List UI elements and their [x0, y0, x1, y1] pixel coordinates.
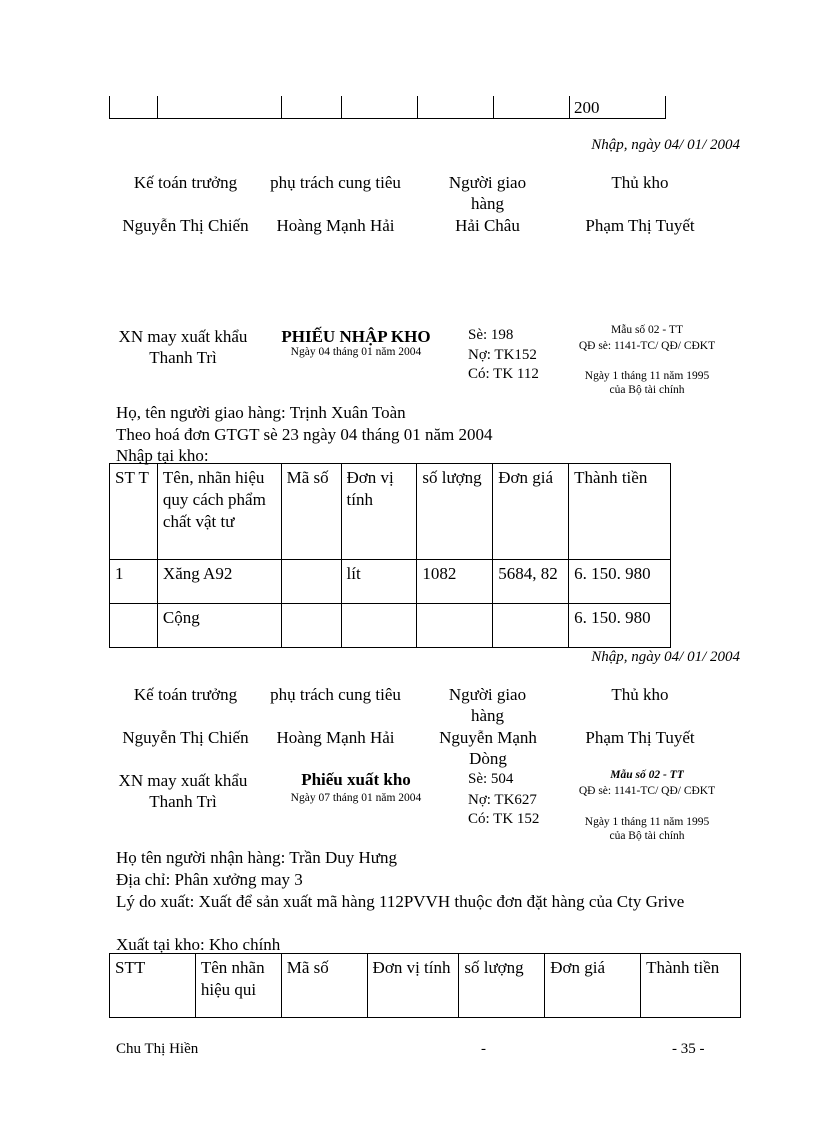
header-name: Tên, nhãn hiệu quy cách phẩm chất vật tư — [157, 464, 281, 560]
header-amount: Thành tiền — [569, 464, 671, 560]
cell-quantity: 1082 — [417, 560, 493, 604]
header-unit: Đơn vị tính — [341, 464, 417, 560]
header-price: Đơn giá — [545, 954, 641, 1018]
footer-author: Chu Thị Hiền — [116, 1041, 199, 1057]
receipt-company: XN may xuất khẩu Thanh Trì — [118, 327, 248, 367]
date-line-2: Nhập, ngày 04/ 01/ 2004 — [591, 649, 740, 665]
cell-name: Xăng A92 — [157, 560, 281, 604]
issue-reason: Lý do xuất: Xuất để sản xuất mã hàng 112PVVH thuộc đơn đặt hàng của Cty Grive — [116, 892, 685, 911]
sig1-role-deliverer: Người giao hàng — [448, 173, 527, 213]
cell-amount: 6. 150. 980 — [569, 604, 671, 648]
receipt-form-decision: QĐ sè: 1141-TC/ QĐ/ CĐKT — [578, 340, 716, 352]
issue-number: Sè: 504 — [468, 771, 514, 787]
sig2-role-deliverer: Người giao hàng — [448, 685, 527, 725]
date-line-1: Nhập, ngày 04/ 01/ 2004 — [591, 137, 740, 153]
issue-receiver: Họ tên người nhận hàng: Trần Duy Hưng — [116, 848, 397, 867]
issue-form-code: Mẫu số 02 - TT — [610, 769, 684, 781]
receipt-number: Sè: 198 — [468, 327, 514, 343]
top-fragment-value: 200 — [574, 98, 600, 117]
issue-title: Phiếu xuất kho — [301, 770, 411, 789]
issue-warehouse: Xuất tại kho: Kho chính — [116, 935, 281, 954]
sig1-role-supply: phụ trách cung tiêu — [270, 173, 401, 192]
sig2-role-storekeeper: Thủ kho — [611, 685, 669, 704]
cell-stt: 1 — [110, 560, 158, 604]
header-amount: Thành tiền — [641, 954, 741, 1018]
issue-table-header — [110, 954, 741, 1018]
header-name: Tên nhãn hiệu qui — [195, 954, 281, 1018]
footer-page-number: - 35 - — [672, 1041, 705, 1057]
receipt-table-header — [110, 464, 671, 560]
receipt-table — [109, 463, 671, 648]
footer-separator: - — [481, 1041, 486, 1057]
header-code: Mã số — [281, 954, 367, 1018]
issue-credit: Có: TK 152 — [468, 811, 540, 827]
issue-form-decision: QĐ sè: 1141-TC/ QĐ/ CĐKT — [578, 785, 716, 797]
sig1-name-supply: Hoàng Mạnh Hải — [276, 216, 395, 235]
header-stt: ST T — [110, 464, 158, 560]
table-row — [110, 560, 671, 604]
receipt-deliverer: Họ, tên người giao hàng: Trịnh Xuân Toàn — [116, 403, 406, 422]
issue-table — [109, 953, 741, 1018]
header-code: Mã số — [281, 464, 341, 560]
sig2-name-storekeeper: Phạm Thị Tuyết — [585, 728, 695, 747]
issue-company: XN may xuất khẩu Thanh Trì — [118, 771, 248, 811]
sig2-name-deliverer: Nguyễn Mạnh Dòng — [439, 728, 537, 768]
cell-stt — [110, 604, 158, 648]
receipt-form-code: Mẫu số 02 - TT — [611, 324, 683, 336]
receipt-date: Ngày 04 tháng 01 năm 2004 — [290, 346, 422, 358]
sig2-name-accountant: Nguyễn Thị Chiến — [122, 728, 249, 747]
receipt-debit: Nợ: TK152 — [468, 347, 537, 363]
receipt-form-date: Ngày 1 tháng 11 năm 1995 của Bộ tài chính — [584, 370, 710, 396]
cell-price: 5684, 82 — [493, 560, 569, 604]
table-row-total — [110, 604, 671, 648]
receipt-warehouse: Nhập tại kho: — [116, 446, 209, 465]
receipt-title: PHIẾU NHẬP KHO — [281, 327, 431, 346]
header-quantity: số lượng — [459, 954, 545, 1018]
header-quantity: số lượng — [417, 464, 493, 560]
sig2-role-accountant: Kế toán trưởng — [133, 685, 238, 704]
cell-name: Cộng — [157, 604, 281, 648]
cell-unit — [341, 604, 417, 648]
header-unit: Đơn vị tính — [367, 954, 459, 1018]
receipt-credit: Có: TK 112 — [468, 366, 539, 382]
cell-code — [281, 604, 341, 648]
issue-form-date: Ngày 1 tháng 11 năm 1995 của Bộ tài chính — [584, 816, 710, 842]
sig2-role-supply: phụ trách cung tiêu — [270, 685, 401, 704]
issue-date: Ngày 07 tháng 01 năm 2004 — [290, 792, 422, 804]
cell-amount: 6. 150. 980 — [569, 560, 671, 604]
sig2-name-supply: Hoàng Mạnh Hải — [276, 728, 395, 747]
header-stt: STT — [110, 954, 196, 1018]
sig1-name-deliverer: Hải Châu — [455, 216, 520, 235]
receipt-invoice: Theo hoá đơn GTGT sè 23 ngày 04 tháng 01 năm 2004 — [116, 425, 493, 444]
issue-debit: Nợ: TK627 — [468, 792, 537, 808]
header-price: Đơn giá — [493, 464, 569, 560]
cell-price — [493, 604, 569, 648]
sig1-name-storekeeper: Phạm Thị Tuyết — [585, 216, 695, 235]
issue-address: Địa chỉ: Phân xưởng may 3 — [116, 870, 303, 889]
sig1-role-storekeeper: Thủ kho — [611, 173, 669, 192]
sig1-role-accountant: Kế toán trưởng — [133, 173, 238, 192]
cell-quantity — [417, 604, 493, 648]
sig1-name-accountant: Nguyễn Thị Chiến — [122, 216, 249, 235]
cell-code — [281, 560, 341, 604]
cell-unit: lít — [341, 560, 417, 604]
